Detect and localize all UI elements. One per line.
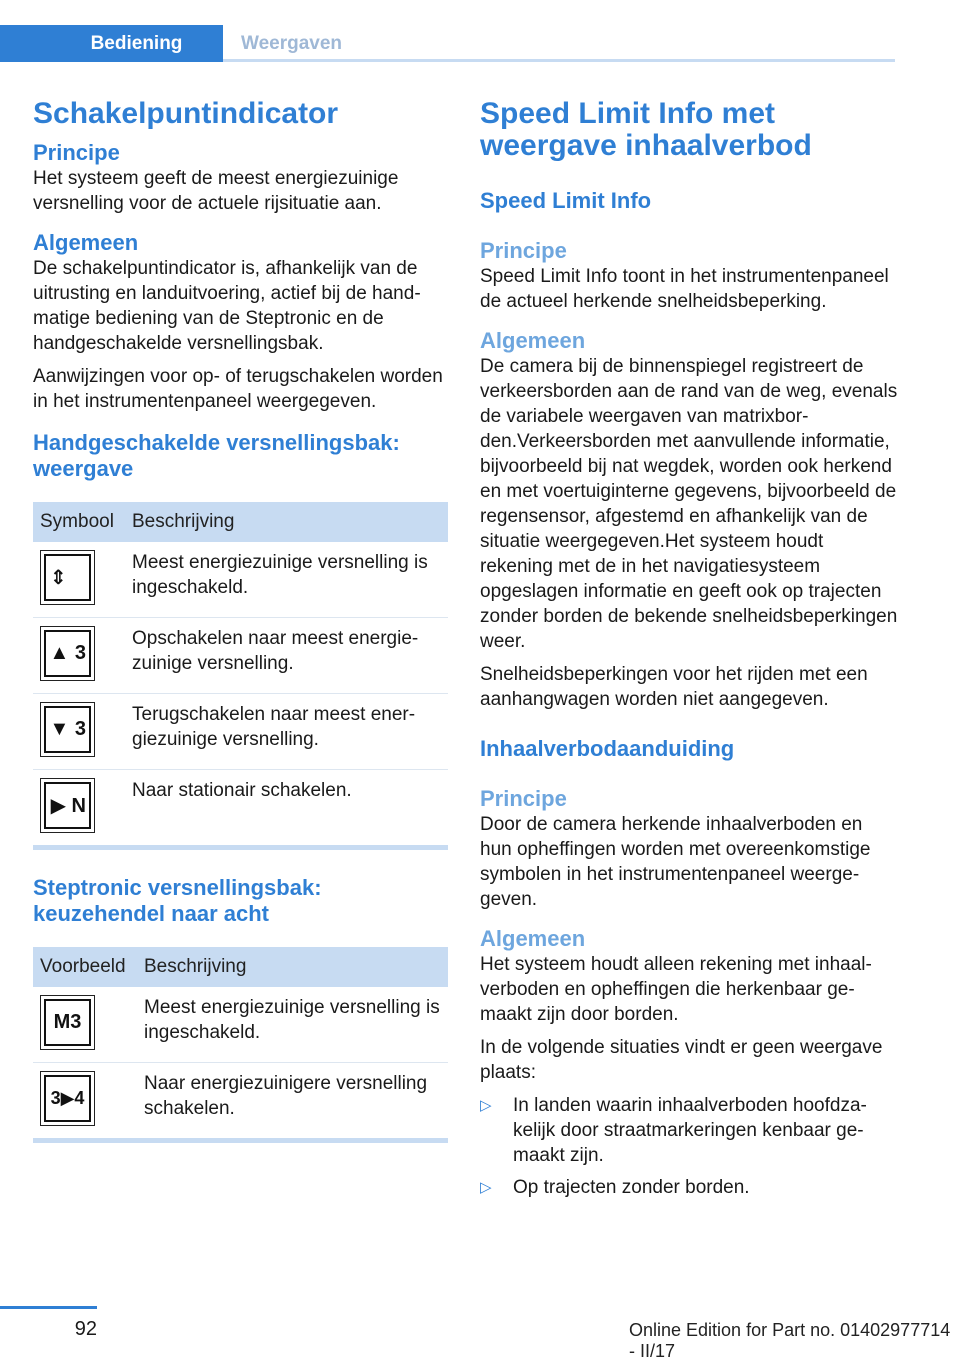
row-description: Meest energiezuinige versnelling is ingeschakeld.	[144, 997, 440, 1043]
shift-up-down-icon: ⇕	[40, 550, 95, 605]
heading-handgeschakelde: Handgeschakelde versnellingsbak: weergave	[33, 430, 400, 481]
table-row	[33, 1063, 448, 1138]
list-item: ▷ In landen waarin inhaalverboden hoofdzakelijk door straatmarkeringen kenbaar gemaakt zijn.	[480, 1095, 867, 1166]
bullet-list	[480, 1093, 898, 1200]
heading-principe: Principe	[480, 786, 567, 811]
row-description: Naar energiezuinigere versnelling schakelen.	[144, 1073, 428, 1119]
shift-neutral-icon: ▶ N	[40, 778, 95, 833]
table-row	[33, 694, 448, 770]
column-header-voorbeeld: Voorbeeld	[40, 956, 126, 977]
steptronic-gear-table	[33, 947, 448, 1143]
column-header-beschrijving: Beschrijving	[144, 956, 247, 977]
table-row	[33, 542, 448, 618]
section-title-speed-limit-info: Speed Limit Info met weergave inhaalverbod	[480, 97, 812, 162]
heading-principe: Principe	[480, 238, 567, 263]
heading-algemeen: Algemeen	[33, 230, 139, 255]
bullet-triangle-icon: ▷	[480, 1097, 492, 1114]
heading-algemeen: Algemeen	[480, 926, 586, 951]
tab-weergaven-label: Weergaven	[241, 32, 343, 54]
gear-m3-icon: M3	[40, 995, 95, 1050]
table-header	[33, 947, 448, 987]
heading-speed-limit-info: Speed Limit Info	[480, 188, 652, 213]
heading-algemeen: Algemeen	[480, 328, 586, 353]
shift-down-3-icon: ▼ 3	[40, 702, 95, 757]
header-divider	[223, 59, 895, 62]
tab-bediening-label: Bediening	[90, 32, 183, 54]
footer-rule	[0, 1306, 97, 1309]
sli-algemeen-text-2: Snelheidsbeperkingen voor het rijden met een aanhangwagen worden niet aangegeven.	[480, 664, 868, 710]
table-row	[33, 987, 448, 1063]
left-column	[33, 98, 448, 1143]
principe-text: Het systeem geeft de meest energiezuinige versnelling voor de actuele rijsituatie aan.	[33, 168, 399, 214]
heading-principe: Principe	[33, 140, 120, 165]
table-bottom-rule	[33, 1138, 448, 1143]
page-header	[0, 0, 895, 62]
table-bottom-rule	[33, 845, 448, 850]
section-title-schakelpuntindicator: Schakelpuntindicator	[33, 97, 339, 130]
table-header	[33, 502, 448, 542]
heading-inhaalverbodaanduiding: Inhaalverbodaanduiding	[480, 736, 735, 761]
row-description: Opschakelen naar meest energiezuinige versnelling.	[132, 628, 419, 674]
row-description: Naar stationair schakelen.	[132, 780, 352, 801]
page-number: 92	[74, 1318, 97, 1340]
ia-principe-text: Door de camera herkende inhaalverboden en hun opheffingen worden met overeenkomstige symbolen in het instrumentenpaneel weergegeven.	[480, 814, 871, 910]
ia-algemeen-text-1: Het systeem houdt alleen rekening met inhaalverboden en opheffingen die herkenbaar gemaakt zijn door borden.	[480, 954, 872, 1025]
edition-text: Online Edition for Part no. 01402977714 - II/17	[629, 1320, 951, 1361]
table-row	[33, 618, 448, 694]
tab-bediening[interactable]	[0, 25, 223, 62]
row-description: Meest energiezuinige versnelling is ingeschakeld.	[132, 552, 428, 598]
sli-algemeen-text-1: De camera bij de binnenspiegel registreert de verkeersborden aan de rand van de weg, evenals de variabele weergaven van matrixborden.Verkeersborden met aanvullende informatie, bijvoorbeeld bij nat wegdek, worden ook herkend en met voertuiginterne gegevens, bijvoorbeeld de regensensor, afgestemd en afhankelijk van de situatie weergegeven.Het systeem houdt rekening met de in het navigatiesysteem opgeslagen informatie en geeft ook op trajecten zonder borden de bekende snelheidsbeperkingen weer.	[480, 356, 898, 652]
tab-weergaven[interactable]	[241, 25, 342, 62]
ia-algemeen-text-2: In de volgende situaties vindt er geen weergave plaats:	[480, 1037, 883, 1083]
heading-steptronic: Steptronic versnellingsbak: keuzehendel naar acht	[33, 875, 322, 926]
column-header-beschrijving: Beschrijving	[132, 511, 235, 532]
column-header-symbool: Symbool	[40, 511, 114, 532]
right-column	[480, 98, 898, 1200]
shift-up-3-icon: ▲ 3	[40, 626, 95, 681]
manual-gear-table	[33, 502, 448, 850]
gear-3-to-4-icon: 3▶4	[40, 1071, 95, 1126]
table-row	[33, 770, 448, 845]
sli-principe-text: Speed Limit Info toont in het instrumentenpaneel de actueel herkende snelheidsbeperking.	[480, 266, 889, 312]
algemeen-text-2: Aanwijzingen voor op- of terugschakelen worden in het instrumentenpaneel weergegeven.	[33, 366, 443, 412]
row-description: Terugschakelen naar meest energiezuinige versnelling.	[132, 704, 416, 750]
bullet-triangle-icon: ▷	[480, 1179, 492, 1196]
list-item: ▷ Op trajecten zonder borden.	[480, 1177, 750, 1198]
algemeen-text-1: De schakelpuntindicator is, afhankelijk van de uitrusting en landuitvoering, actief bij de handmatige bediening van de Steptronic en de handgeschakelde versnellingsbak.	[33, 258, 421, 354]
